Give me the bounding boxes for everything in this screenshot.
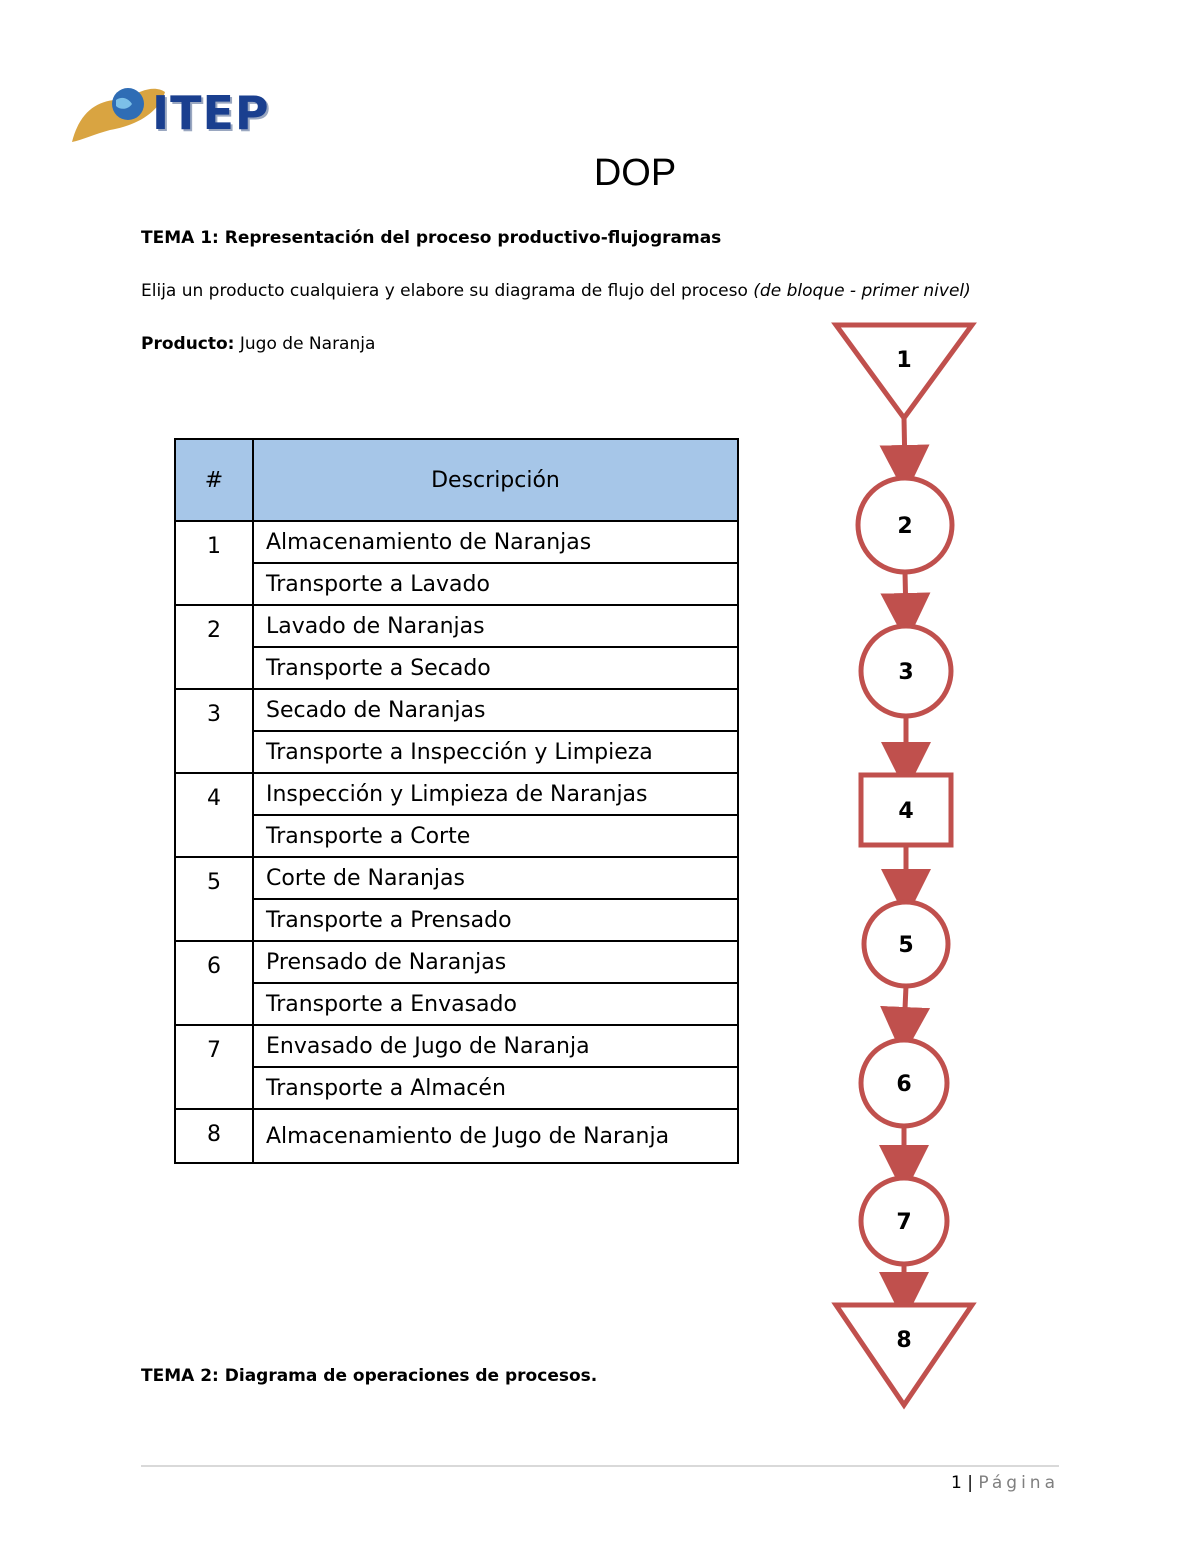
flow-node-label: 4 xyxy=(898,799,914,824)
instruction xyxy=(141,281,971,301)
step-description-cell: Almacenamiento de Naranjas xyxy=(253,521,738,563)
tema1-heading xyxy=(141,228,721,248)
step-description-cell: Inspección y Limpieza de Naranjas xyxy=(253,773,738,815)
step-number-cell: 8 xyxy=(175,1109,253,1163)
step-number-cell: 5 xyxy=(175,857,253,941)
step-number-cell: 4 xyxy=(175,773,253,857)
flow-node-label: 6 xyxy=(896,1072,912,1097)
flow-node-label: 2 xyxy=(897,514,913,539)
flow-node-label: 7 xyxy=(896,1210,912,1235)
product-label: Producto: xyxy=(141,334,235,354)
table-row xyxy=(175,1067,738,1109)
table-row xyxy=(175,899,738,941)
table-row xyxy=(175,983,738,1025)
tema2-heading xyxy=(141,1366,597,1386)
tema2-label: TEMA 2: xyxy=(141,1366,219,1386)
step-description-cell: Lavado de Naranjas xyxy=(253,605,738,647)
step-description-cell: Transporte a Inspección y Limpieza xyxy=(253,731,738,773)
instruction-text: Elija un producto cualquiera y elabore su diagrama de flujo del proceso xyxy=(141,281,748,301)
instruction-italic: (de bloque - primer nivel) xyxy=(753,281,971,301)
table-row xyxy=(175,731,738,773)
tema2-title: Diagrama de operaciones de procesos. xyxy=(224,1366,598,1386)
step-number-cell: 3 xyxy=(175,689,253,773)
flow-node-label: 1 xyxy=(896,348,912,373)
step-number-cell: 6 xyxy=(175,941,253,1025)
product-line xyxy=(141,334,375,354)
step-description-cell: Transporte a Almacén xyxy=(253,1067,738,1109)
table-header-row xyxy=(175,439,738,521)
process-steps-table xyxy=(174,438,739,1164)
tema1-title: Representación del proceso productivo-flujogramas xyxy=(224,228,722,248)
flow-node-label: 5 xyxy=(898,933,914,958)
header-number: # xyxy=(175,439,253,521)
step-number-cell: 7 xyxy=(175,1025,253,1109)
page-label: Página xyxy=(978,1473,1059,1493)
step-description-cell: Transporte a Prensado xyxy=(253,899,738,941)
flow-node-label: 8 xyxy=(896,1328,912,1353)
step-description-cell: Almacenamiento de Jugo de Naranja xyxy=(253,1109,738,1163)
logo-text: ITEP xyxy=(152,86,270,140)
table-row xyxy=(175,857,738,899)
table-row xyxy=(175,1109,738,1163)
table-row xyxy=(175,521,738,563)
table-row xyxy=(175,1025,738,1067)
flow-connector-arrow xyxy=(904,418,905,470)
flow-node-label: 3 xyxy=(898,660,914,685)
step-description-cell: Transporte a Secado xyxy=(253,647,738,689)
footer-separator: | xyxy=(967,1473,973,1493)
document-title: DOP xyxy=(593,152,677,194)
step-description-cell: Transporte a Envasado xyxy=(253,983,738,1025)
step-description-cell: Secado de Naranjas xyxy=(253,689,738,731)
step-number-cell: 2 xyxy=(175,605,253,689)
step-description-cell: Envasado de Jugo de Naranja xyxy=(253,1025,738,1067)
page-number: 1 xyxy=(951,1473,962,1493)
step-number-cell: 1 xyxy=(175,521,253,605)
product-value: Jugo de Naranja xyxy=(239,334,376,354)
step-description-cell: Transporte a Lavado xyxy=(253,563,738,605)
table-body xyxy=(175,521,738,1163)
step-description-cell: Prensado de Naranjas xyxy=(253,941,738,983)
flow-connector-arrow xyxy=(905,572,906,618)
step-description-cell: Corte de Naranjas xyxy=(253,857,738,899)
table-row xyxy=(175,605,738,647)
table-row xyxy=(175,815,738,857)
page-footer xyxy=(951,1473,1059,1493)
tema1-label: TEMA 1: xyxy=(141,228,219,248)
footer-divider xyxy=(141,1465,1059,1467)
table-row xyxy=(175,941,738,983)
storage-triangle-icon xyxy=(836,1305,972,1405)
table-row xyxy=(175,773,738,815)
header-description: Descripción xyxy=(253,439,738,521)
process-flow-diagram xyxy=(820,315,990,1415)
step-description-cell: Transporte a Corte xyxy=(253,815,738,857)
table-row xyxy=(175,647,738,689)
flow-connector-arrow xyxy=(904,986,906,1032)
table-row xyxy=(175,689,738,731)
table-row xyxy=(175,563,738,605)
